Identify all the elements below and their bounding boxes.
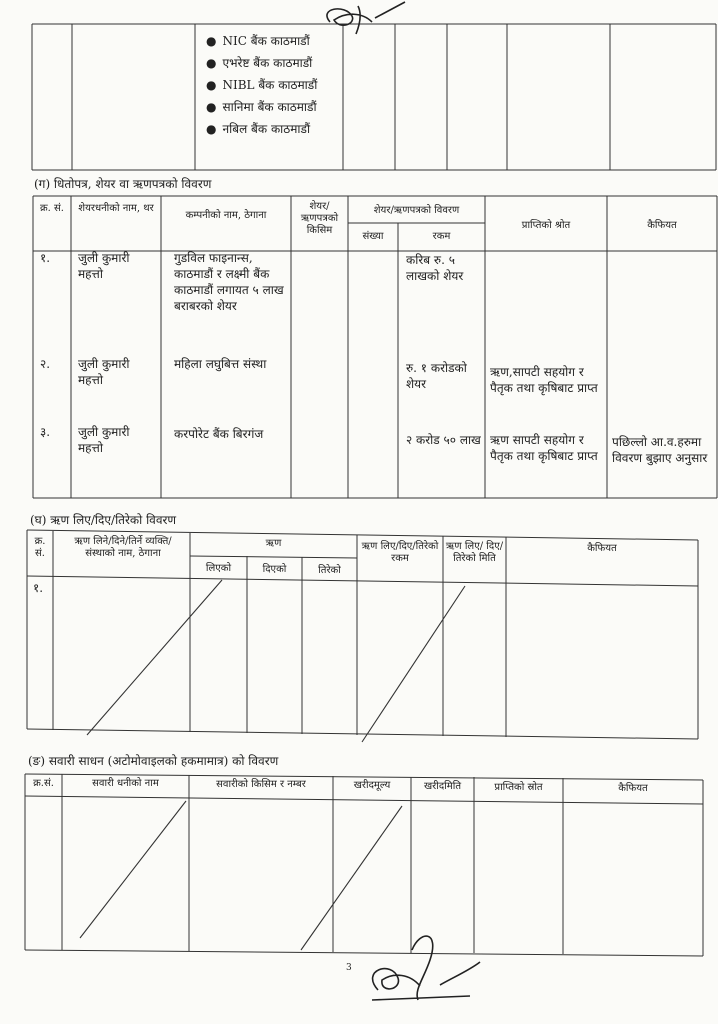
bank-list	[206, 30, 317, 140]
ga-row3-company: करपोरेट बैंक बिरगंज	[174, 427, 264, 441]
gha-row1-sn: १.	[33, 581, 44, 595]
gha-header-taken: लिएको	[205, 563, 232, 574]
ga-row1-company: गुडविल फाइनान्स, काठमाडौं र लक्ष्मी बैंक काठमाडौं लगायत ५ लाख बराबरको शेयर	[174, 251, 284, 313]
nga-header-owner: सवारी धनीको नाम	[92, 778, 159, 789]
ga-row2-amount: रु. १ करोडको शेयर	[406, 361, 467, 391]
nga-table-grid	[25, 774, 703, 956]
top-table-grid	[32, 24, 716, 170]
list-item: ● सानिमा बैंक काठमाडौं	[206, 100, 317, 114]
signature-bottom	[372, 936, 480, 1000]
ga-row2-company: महिला लघुबित्त संस्था	[174, 357, 267, 371]
section-ga-title: (ग) धितोपत्र, शेयर वा ऋणपत्रको विवरण	[34, 177, 212, 191]
signature-top	[327, 2, 405, 34]
nga-header-type: सवारीको किसिम र नम्बर	[216, 779, 306, 790]
ga-header-details: शेयर/ऋणपत्रको विवरण	[373, 205, 460, 216]
ga-header-amount: रकम	[432, 231, 451, 242]
nga-header-date: खरीदमिति	[423, 781, 462, 792]
ga-header-sn: क्र. सं.	[40, 203, 64, 214]
ga-row3-remarks: पछिल्लो आ.व.हरुमा विवरण बुझाए अनुसार	[612, 435, 708, 465]
gha-header-date: ऋण लिए/ दिए/तिरेको मिति	[445, 541, 504, 564]
ga-row3-amount: २ करोड ५० लाख	[406, 433, 481, 447]
ga-header-source: प्राप्तिको श्रोत	[521, 220, 571, 231]
ga-row2-source: ऋण,सापटी सहयोग र पैतृक तथा कृषिबाट प्राप्त	[490, 365, 598, 395]
gha-header-party: ऋण लिने/दिने/तिर्ने व्यक्ति/संस्थाको नाम, ठेगाना	[74, 536, 172, 559]
ga-row3-sn: ३.	[40, 425, 51, 439]
section-gha-title: (घ) ऋण लिए/दिए/तिरेको विवरण	[30, 513, 177, 527]
ga-header-company: कम्पनीको नाम, ठेगाना	[185, 210, 267, 221]
nga-header-source: प्राप्तिको स्रोत	[494, 782, 543, 793]
nga-header-price: खरीदमूल्य	[353, 780, 391, 791]
ga-header-remarks: कैफियत	[647, 220, 677, 231]
ga-header-owner: शेयरधनीको नाम, थर	[78, 203, 154, 214]
nga-header-sn: क्र.सं.	[33, 778, 54, 789]
gha-header-sn: क्र. सं.	[34, 536, 46, 559]
page-number: 3	[346, 963, 352, 973]
ga-row1-owner: जुली कुमारी महत्तो	[78, 251, 130, 281]
ga-row1-sn: १.	[40, 251, 51, 265]
ga-header-count: संख्या	[362, 231, 384, 242]
ga-header-type: शेयर/ ऋणपत्रको किसिम	[300, 201, 339, 236]
ga-row1-amount: करिब रु. ५ लाखको शेयर	[406, 253, 464, 283]
list-item: ● नबिल बैंक काठमाडौं	[206, 122, 311, 136]
gha-header-paid: तिरेको	[318, 565, 341, 576]
gha-header-amount: ऋण लिए/दिए/तिरेको रकम	[361, 541, 439, 564]
gha-header-loan: ऋण	[265, 538, 282, 549]
ga-row3-source: ऋण सापटी सहयोग र पैतृक तथा कृषिबाट प्राप्त	[490, 433, 598, 463]
list-item: ● एभरेष्ट बैंक काठमाडौं	[206, 56, 313, 70]
ga-row3-owner: जुली कुमारी महत्तो	[78, 425, 130, 455]
ga-row2-owner: जुली कुमारी महत्तो	[78, 357, 130, 387]
gha-header-given: दिएको	[262, 564, 287, 575]
gha-header-remarks: कैफियत	[587, 543, 617, 554]
list-item: ● NIC बैंक काठमाडौं	[206, 34, 310, 48]
ga-row2-sn: २.	[40, 357, 51, 371]
list-item: ● NIBL बैंक काठमाडौं	[206, 78, 318, 92]
section-nga-title: (ङ) सवारी साधन (अटोमोवाइलको हकमामात्र) को विवरण	[28, 754, 279, 768]
nga-header-remarks: कैफियत	[618, 783, 648, 794]
